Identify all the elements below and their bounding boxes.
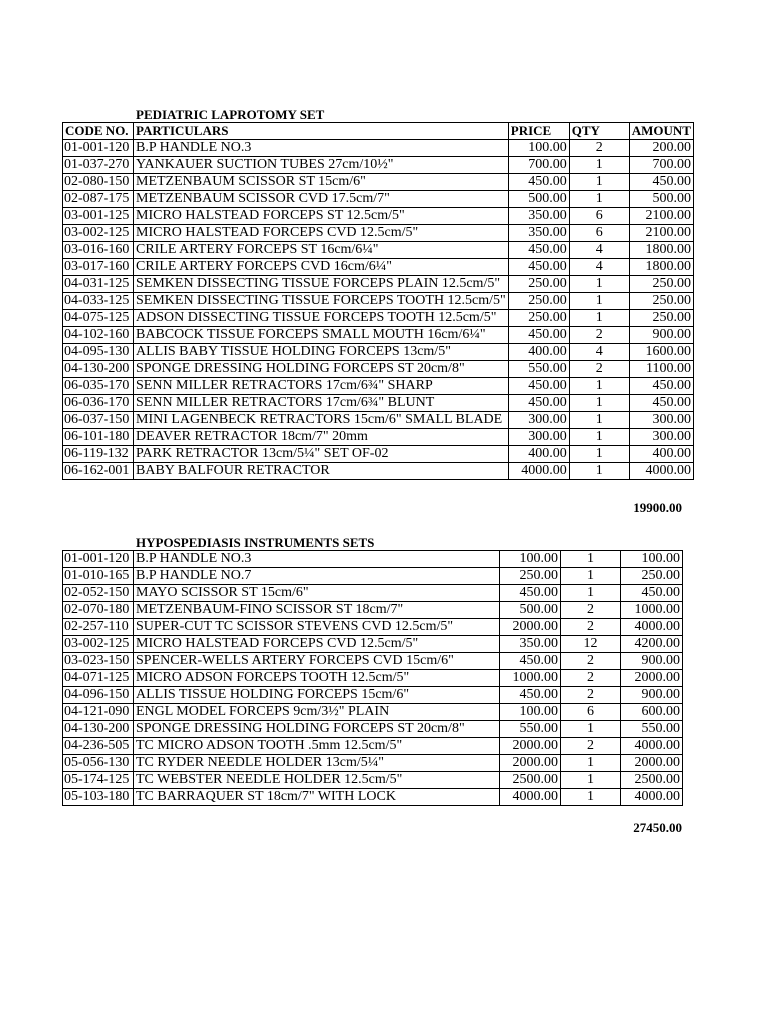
particulars-cell: CRILE ARTERY FORCEPS ST 16cm/6¼" (134, 242, 509, 259)
amount-cell: 550.00 (621, 721, 683, 738)
price-cell: 350.00 (508, 225, 569, 242)
section-title-pediatric: PEDIATRIC LAPROTOMY SET (136, 107, 325, 122)
price-cell: 450.00 (508, 174, 569, 191)
price-cell: 250.00 (508, 293, 569, 310)
table-row (63, 704, 683, 721)
qty-cell: 1 (569, 276, 629, 293)
qty-cell: 1 (569, 293, 629, 310)
table-row (63, 157, 694, 174)
amount-cell: 450.00 (629, 395, 693, 412)
particulars-cell: SEMKEN DISSECTING TISSUE FORCEPS PLAIN 12.5cm/5" (134, 276, 509, 293)
particulars-cell: TC WEBSTER NEEDLE HOLDER 12.5cm/5" (134, 772, 500, 789)
price-cell: 450.00 (500, 653, 561, 670)
table-row (63, 568, 683, 585)
particulars-cell: TC BARRAQUER ST 18cm/7" WITH LOCK (134, 789, 500, 806)
table-row (63, 636, 683, 653)
particulars-cell: SENN MILLER RETRACTORS 17cm/6¾" SHARP (134, 378, 509, 395)
price-cell: 250.00 (500, 568, 561, 585)
particulars-cell: METZENBAUM SCISSOR CVD 17.5cm/7" (134, 191, 509, 208)
amount-cell: 250.00 (629, 293, 693, 310)
qty-cell: 1 (569, 446, 629, 463)
amount-cell: 900.00 (621, 687, 683, 704)
qty-cell: 1 (569, 310, 629, 327)
qty-cell: 2 (561, 670, 621, 687)
amount-cell: 450.00 (629, 174, 693, 191)
particulars-cell: SPENCER-WELLS ARTERY FORCEPS CVD 15cm/6" (134, 653, 500, 670)
price-cell: 2000.00 (500, 738, 561, 755)
price-cell: 100.00 (508, 140, 569, 157)
code-cell: 01-037-270 (63, 157, 134, 174)
qty-cell: 1 (569, 157, 629, 174)
particulars-cell: B.P HANDLE NO.3 (134, 140, 509, 157)
amount-cell: 400.00 (629, 446, 693, 463)
amount-cell: 900.00 (629, 327, 693, 344)
table-row (63, 276, 694, 293)
price-cell: 1000.00 (500, 670, 561, 687)
particulars-cell: SPONGE DRESSING HOLDING FORCEPS ST 20cm/8" (134, 721, 500, 738)
amount-cell: 250.00 (629, 310, 693, 327)
price-cell: 450.00 (500, 687, 561, 704)
code-cell: 03-017-160 (63, 259, 134, 276)
table-row (63, 259, 694, 276)
table-row (63, 687, 683, 704)
price-cell: 500.00 (508, 191, 569, 208)
particulars-cell: METZENBAUM-FINO SCISSOR ST 18cm/7" (134, 602, 500, 619)
qty-cell: 1 (569, 412, 629, 429)
code-cell: 01-001-120 (63, 140, 134, 157)
particulars-cell: CRILE ARTERY FORCEPS CVD 16cm/6¼" (134, 259, 509, 276)
particulars-cell: ADSON DISSECTING TISSUE FORCEPS TOOTH 12.5cm/5" (134, 310, 509, 327)
price-cell: 4000.00 (508, 463, 569, 480)
particulars-cell: MAYO SCISSOR ST 15cm/6" (134, 585, 500, 602)
amount-cell: 700.00 (629, 157, 693, 174)
particulars-cell: B.P HANDLE NO.7 (134, 568, 500, 585)
qty-cell: 6 (561, 704, 621, 721)
table-row (63, 738, 683, 755)
grand-total-pediatric: 19900.00 (633, 500, 682, 515)
amount-cell: 1800.00 (629, 242, 693, 259)
header-price: PRICE (508, 123, 569, 140)
qty-cell: 2 (561, 687, 621, 704)
particulars-cell: BABCOCK TISSUE FORCEPS SMALL MOUTH 16cm/6¼" (134, 327, 509, 344)
code-cell: 03-016-160 (63, 242, 134, 259)
code-cell: 03-002-125 (63, 636, 134, 653)
qty-cell: 2 (561, 653, 621, 670)
table-row (63, 619, 683, 636)
table-pediatric-laprotomy-set (62, 122, 694, 480)
code-cell: 04-095-130 (63, 344, 134, 361)
table-row (63, 140, 694, 157)
qty-cell: 2 (569, 361, 629, 378)
code-cell: 02-052-150 (63, 585, 134, 602)
qty-cell: 1 (561, 585, 621, 602)
price-cell: 100.00 (500, 704, 561, 721)
price-cell: 400.00 (508, 446, 569, 463)
code-cell: 02-087-175 (63, 191, 134, 208)
qty-cell: 4 (569, 344, 629, 361)
particulars-cell: B.P HANDLE NO.3 (134, 551, 500, 568)
particulars-cell: ALLIS TISSUE HOLDING FORCEPS 15cm/6" (134, 687, 500, 704)
qty-cell: 2 (561, 602, 621, 619)
code-cell: 06-037-150 (63, 412, 134, 429)
price-cell: 400.00 (508, 344, 569, 361)
price-cell: 4000.00 (500, 789, 561, 806)
qty-cell: 6 (569, 225, 629, 242)
amount-cell: 4000.00 (621, 789, 683, 806)
table-row (63, 225, 694, 242)
particulars-cell: SENN MILLER RETRACTORS 17cm/6¾" BLUNT (134, 395, 509, 412)
qty-cell: 1 (561, 789, 621, 806)
table-row (63, 585, 683, 602)
price-cell: 450.00 (508, 327, 569, 344)
code-cell: 05-103-180 (63, 789, 134, 806)
price-cell: 450.00 (500, 585, 561, 602)
code-cell: 05-056-130 (63, 755, 134, 772)
code-cell: 05-174-125 (63, 772, 134, 789)
table-row (63, 653, 683, 670)
table-row (63, 395, 694, 412)
code-cell: 01-010-165 (63, 568, 134, 585)
particulars-cell: ENGL MODEL FORCEPS 9cm/3½" PLAIN (134, 704, 500, 721)
amount-cell: 500.00 (629, 191, 693, 208)
qty-cell: 1 (569, 463, 629, 480)
code-cell: 01-001-120 (63, 551, 134, 568)
table-row (63, 327, 694, 344)
code-cell: 06-036-170 (63, 395, 134, 412)
table-row (63, 310, 694, 327)
qty-cell: 2 (561, 738, 621, 755)
code-cell: 04-096-150 (63, 687, 134, 704)
qty-cell: 1 (569, 174, 629, 191)
amount-cell: 4000.00 (621, 619, 683, 636)
amount-cell: 4200.00 (621, 636, 683, 653)
particulars-cell: MICRO HALSTEAD FORCEPS ST 12.5cm/5" (134, 208, 509, 225)
code-cell: 02-080-150 (63, 174, 134, 191)
qty-cell: 1 (561, 772, 621, 789)
price-cell: 500.00 (500, 602, 561, 619)
table-row (63, 772, 683, 789)
code-cell: 04-236-505 (63, 738, 134, 755)
table-row (63, 551, 683, 568)
amount-cell: 300.00 (629, 412, 693, 429)
amount-cell: 2000.00 (621, 670, 683, 687)
particulars-cell: PARK RETRACTOR 13cm/5¼" SET OF-02 (134, 446, 509, 463)
table-row (63, 463, 694, 480)
table-row (63, 174, 694, 191)
particulars-cell: MINI LAGENBECK RETRACTORS 15cm/6" SMALL BLADE (134, 412, 509, 429)
qty-cell: 1 (569, 191, 629, 208)
qty-cell: 12 (561, 636, 621, 653)
particulars-cell: TC RYDER NEEDLE HOLDER 13cm/5¼" (134, 755, 500, 772)
particulars-cell: METZENBAUM SCISSOR ST 15cm/6" (134, 174, 509, 191)
particulars-cell: SUPER-CUT TC SCISSOR STEVENS CVD 12.5cm/5" (134, 619, 500, 636)
amount-cell: 2100.00 (629, 225, 693, 242)
amount-cell: 250.00 (621, 568, 683, 585)
particulars-cell: YANKAUER SUCTION TUBES 27cm/10½" (134, 157, 509, 174)
qty-cell: 2 (569, 327, 629, 344)
code-cell: 06-119-132 (63, 446, 134, 463)
header-qty: QTY (569, 123, 629, 140)
code-cell: 03-023-150 (63, 653, 134, 670)
header-code: CODE NO. (63, 123, 134, 140)
particulars-cell: MICRO HALSTEAD FORCEPS CVD 12.5cm/5" (134, 225, 509, 242)
price-cell: 350.00 (500, 636, 561, 653)
table-row (63, 293, 694, 310)
price-cell: 300.00 (508, 412, 569, 429)
qty-cell: 1 (561, 755, 621, 772)
code-cell: 03-001-125 (63, 208, 134, 225)
amount-cell: 1800.00 (629, 259, 693, 276)
code-cell: 02-070-180 (63, 602, 134, 619)
qty-cell: 2 (569, 140, 629, 157)
table-row (63, 446, 694, 463)
code-cell: 02-257-110 (63, 619, 134, 636)
amount-cell: 1100.00 (629, 361, 693, 378)
amount-cell: 450.00 (621, 585, 683, 602)
code-cell: 04-071-125 (63, 670, 134, 687)
qty-cell: 1 (569, 378, 629, 395)
qty-cell: 4 (569, 259, 629, 276)
price-cell: 300.00 (508, 429, 569, 446)
amount-cell: 200.00 (629, 140, 693, 157)
price-cell: 550.00 (500, 721, 561, 738)
table-row (63, 755, 683, 772)
code-cell: 03-002-125 (63, 225, 134, 242)
table-row (63, 670, 683, 687)
amount-cell: 1000.00 (621, 602, 683, 619)
code-cell: 04-130-200 (63, 361, 134, 378)
particulars-cell: MICRO ADSON FORCEPS TOOTH 12.5cm/5" (134, 670, 500, 687)
qty-cell: 1 (561, 568, 621, 585)
code-cell: 04-075-125 (63, 310, 134, 327)
qty-cell: 4 (569, 242, 629, 259)
amount-cell: 100.00 (621, 551, 683, 568)
table-row (63, 602, 683, 619)
table-header-row (63, 123, 694, 140)
price-cell: 450.00 (508, 378, 569, 395)
qty-cell: 1 (561, 721, 621, 738)
header-particulars: PARTICULARS (134, 123, 509, 140)
code-cell: 04-031-125 (63, 276, 134, 293)
table-row (63, 208, 694, 225)
qty-cell: 1 (561, 551, 621, 568)
particulars-cell: ALLIS BABY TISSUE HOLDING FORCEPS 13cm/5" (134, 344, 509, 361)
amount-cell: 4000.00 (621, 738, 683, 755)
price-cell: 700.00 (508, 157, 569, 174)
table-row (63, 361, 694, 378)
amount-cell: 450.00 (629, 378, 693, 395)
amount-cell: 1600.00 (629, 344, 693, 361)
particulars-cell: SEMKEN DISSECTING TISSUE FORCEPS TOOTH 12.5cm/5" (134, 293, 509, 310)
qty-cell: 1 (569, 395, 629, 412)
amount-cell: 2000.00 (621, 755, 683, 772)
price-cell: 2000.00 (500, 755, 561, 772)
price-cell: 350.00 (508, 208, 569, 225)
particulars-cell: BABY BALFOUR RETRACTOR (134, 463, 509, 480)
price-cell: 550.00 (508, 361, 569, 378)
table-row (63, 721, 683, 738)
grand-total-hypospediasis: 27450.00 (633, 820, 682, 835)
table-row (63, 429, 694, 446)
code-cell: 04-130-200 (63, 721, 134, 738)
particulars-cell: MICRO HALSTEAD FORCEPS CVD 12.5cm/5" (134, 636, 500, 653)
price-cell: 100.00 (500, 551, 561, 568)
amount-cell: 250.00 (629, 276, 693, 293)
price-cell: 450.00 (508, 259, 569, 276)
amount-cell: 600.00 (621, 704, 683, 721)
price-cell: 2500.00 (500, 772, 561, 789)
qty-cell: 6 (569, 208, 629, 225)
code-cell: 04-102-160 (63, 327, 134, 344)
section-title-hypospediasis: HYPOSPEDIASIS INSTRUMENTS SETS (136, 535, 375, 550)
amount-cell: 2100.00 (629, 208, 693, 225)
table-row (63, 412, 694, 429)
particulars-cell: SPONGE DRESSING HOLDING FORCEPS ST 20cm/8" (134, 361, 509, 378)
header-amount: AMOUNT (629, 123, 693, 140)
code-cell: 06-035-170 (63, 378, 134, 395)
price-cell: 450.00 (508, 242, 569, 259)
code-cell: 06-162-001 (63, 463, 134, 480)
amount-cell: 300.00 (629, 429, 693, 446)
table-row (63, 191, 694, 208)
price-cell: 450.00 (508, 395, 569, 412)
code-cell: 04-033-125 (63, 293, 134, 310)
price-cell: 250.00 (508, 310, 569, 327)
particulars-cell: TC MICRO ADSON TOOTH .5mm 12.5cm/5" (134, 738, 500, 755)
qty-cell: 1 (569, 429, 629, 446)
code-cell: 06-101-180 (63, 429, 134, 446)
particulars-cell: DEAVER RETRACTOR 18cm/7" 20mm (134, 429, 509, 446)
table-row (63, 242, 694, 259)
table-row (63, 789, 683, 806)
price-cell: 2000.00 (500, 619, 561, 636)
table-row (63, 344, 694, 361)
table-hypospediasis-instruments-sets (62, 550, 683, 806)
amount-cell: 900.00 (621, 653, 683, 670)
price-cell: 250.00 (508, 276, 569, 293)
qty-cell: 2 (561, 619, 621, 636)
amount-cell: 2500.00 (621, 772, 683, 789)
code-cell: 04-121-090 (63, 704, 134, 721)
table-row (63, 378, 694, 395)
amount-cell: 4000.00 (629, 463, 693, 480)
